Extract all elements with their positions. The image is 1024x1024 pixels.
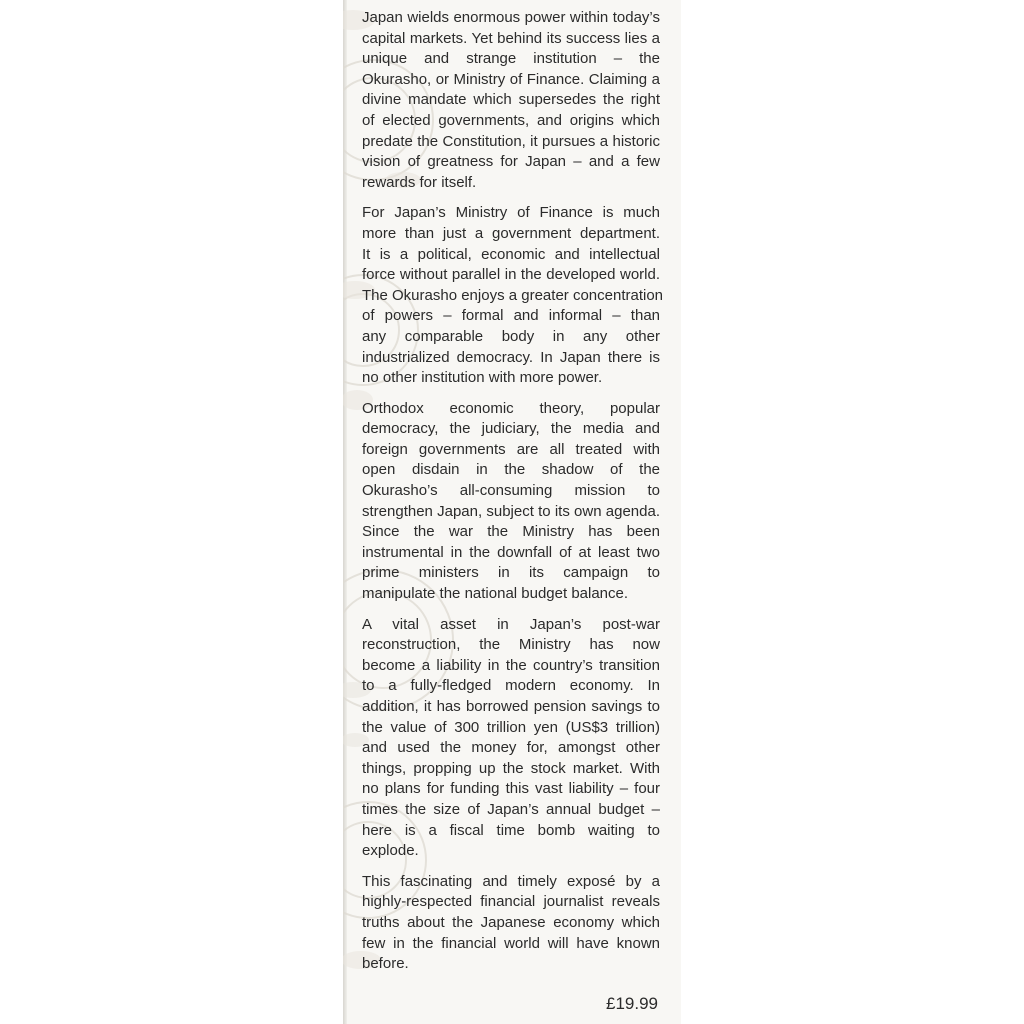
text-line: of elected governments, and origins which xyxy=(362,111,660,129)
text-line: and used the money for, amongst other xyxy=(362,739,660,757)
text-line: more than just a government department. xyxy=(362,224,660,242)
text-line: unique and strange institution – the xyxy=(362,50,660,68)
blurb-text xyxy=(362,8,664,977)
text-line: become a liability in the country’s transition xyxy=(362,656,660,674)
text-line: truths about the Japanese economy which xyxy=(362,913,660,931)
text-line: vision of greatness for Japan – and a few xyxy=(362,153,660,171)
text-line: reconstruction, the Ministry has now xyxy=(362,636,660,654)
text-line: foreign governments are all treated with xyxy=(362,440,660,458)
text-line: any comparable body in any other xyxy=(362,327,660,345)
text-line: few in the financial world will have known xyxy=(362,934,660,952)
text-line: to a fully-fledged modern economy. In xyxy=(362,677,660,695)
blurb-paragraph-4 xyxy=(362,615,660,862)
text-line: open disdain in the shadow of the xyxy=(362,461,660,479)
text-line: Japan wields enormous power within today’s xyxy=(362,9,660,26)
text-line: of powers – formal and informal – than xyxy=(362,307,660,325)
text-line: democracy, the judiciary, the media and xyxy=(362,420,660,438)
text-line: Orthodox economic theory, popular xyxy=(362,399,660,417)
text-line: rewards for itself. xyxy=(362,173,477,191)
text-line: instrumental in the downfall of at least two xyxy=(362,543,660,561)
text-line: The Okurasho enjoys a greater concentration xyxy=(362,286,664,304)
text-line: force without parallel in the developed world. xyxy=(362,266,660,284)
text-line: before. xyxy=(362,955,409,973)
text-line: manipulate the national budget balance. xyxy=(362,585,629,603)
text-line: here is a fiscal time bomb waiting to xyxy=(362,821,660,839)
text-line: It is a political, economic and intellectual xyxy=(362,245,660,263)
text-line: industrialized democracy. In Japan there is xyxy=(362,348,660,366)
text-line: predate the Constitution, it pursues a historic xyxy=(362,132,660,150)
text-line: Okurasho’s all-consuming mission to xyxy=(362,482,660,500)
text-line: no other institution with more power. xyxy=(362,369,603,387)
text-line: capital markets. Yet behind its success lies a xyxy=(362,29,660,47)
text-line: For Japan’s Ministry of Finance is much xyxy=(362,204,660,222)
text-line: addition, it has borrowed pension savings to xyxy=(362,698,660,715)
text-line: A vital asset in Japan’s post-war xyxy=(362,615,660,633)
blurb-paragraph-1 xyxy=(362,8,660,193)
text-line: Since the war the Ministry has been xyxy=(362,523,660,541)
price-label: £19.99 xyxy=(606,994,658,1013)
text-line: divine mandate which supersedes the right xyxy=(362,91,660,109)
text-line: strengthen Japan, subject to its own agenda. xyxy=(362,502,660,520)
text-line: This fascinating and timely exposé by a xyxy=(362,872,660,890)
blurb-paragraph-5 xyxy=(362,872,660,975)
blurb-paragraph-3 xyxy=(362,399,660,605)
text-line: highly-respected financial journalist reveals xyxy=(362,893,660,911)
text-line: no plans for funding this vast liability – four xyxy=(362,780,660,798)
text-line: things, propping up the stock market. With xyxy=(362,759,660,777)
text-line: explode. xyxy=(362,842,419,860)
text-line: Okurasho, or Ministry of Finance. Claiming a xyxy=(362,70,660,88)
blurb-paragraph-2 xyxy=(362,203,664,388)
text-line: times the size of Japan’s annual budget – xyxy=(362,800,660,818)
text-line: prime ministers in its campaign to xyxy=(362,564,660,582)
text-line: the value of 300 trillion yen (US$3 trillion) xyxy=(362,718,660,736)
